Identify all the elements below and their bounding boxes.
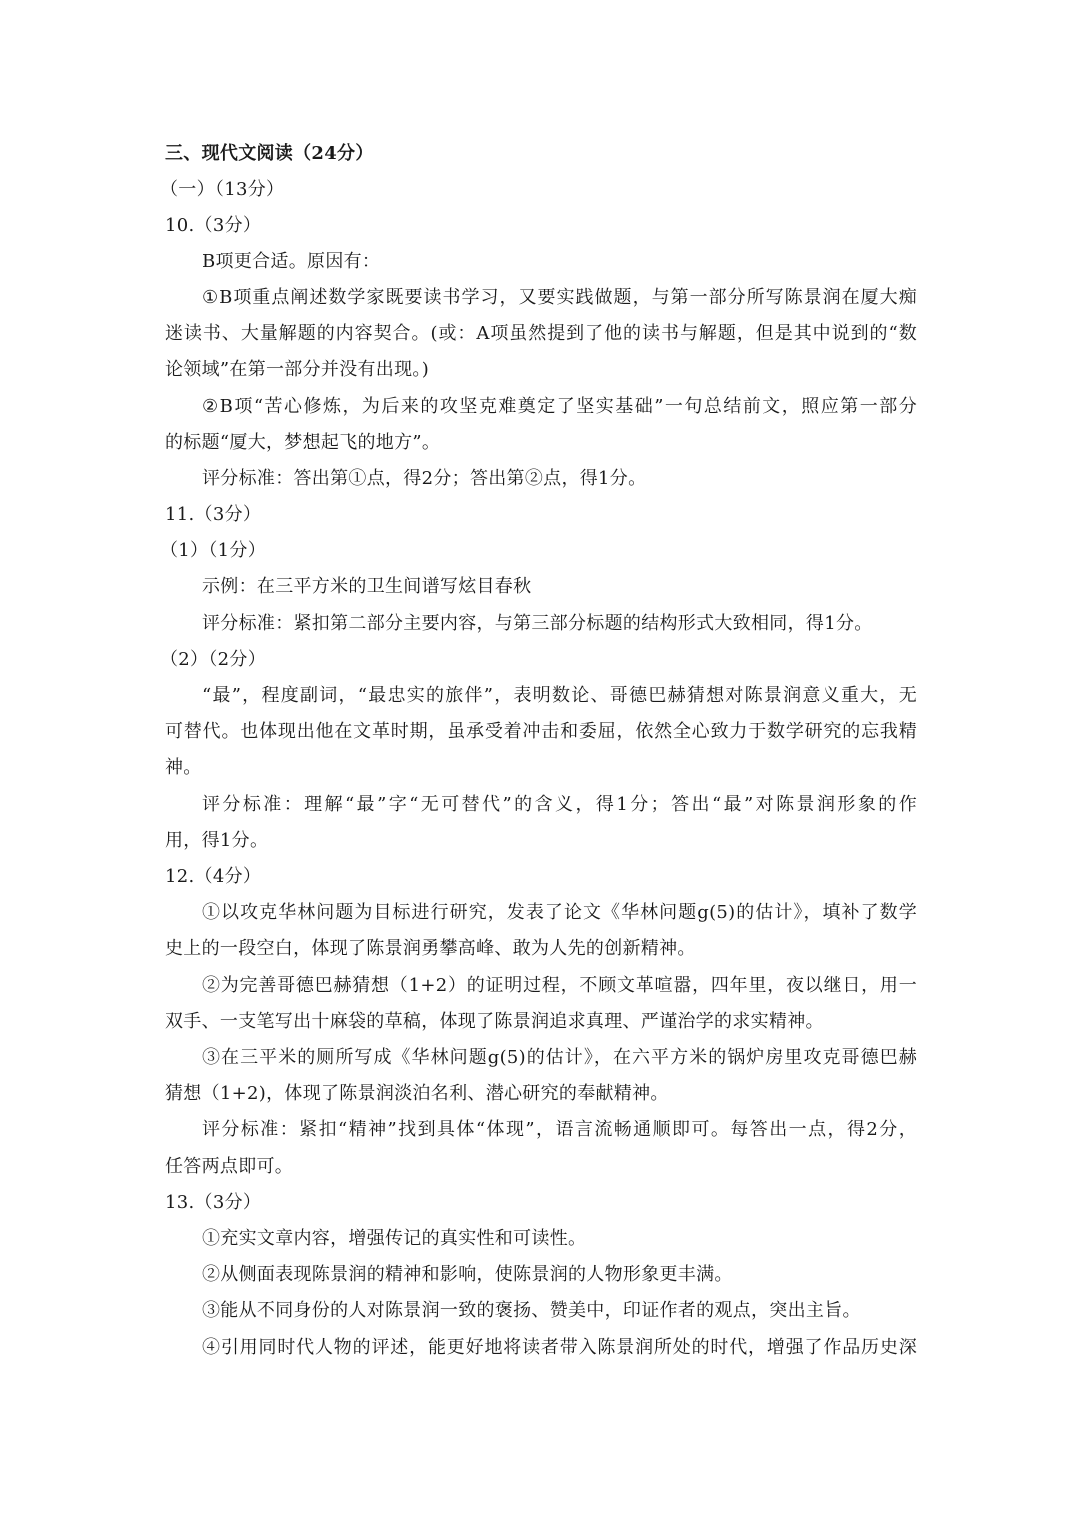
- question-13-point-2: ②从侧面表现陈景润的精神和影响，使陈景润的人物形象更丰满。: [202, 1264, 733, 1285]
- question-12-point-1-line-1: ①以攻克华林问题为目标进行研究，发表了论文《华林问题g(5)的估计》，填补了数学: [202, 902, 917, 923]
- question-12-point-1-line-2: 史上的一段空白，体现了陈景润勇攀高峰、敢为人先的创新精神。: [165, 938, 696, 959]
- question-11-sub-2-scoring-line-1: 评分标准：理解“最”字“无可替代”的含义，得1分；答出“最”对陈景润形象的作: [202, 794, 917, 815]
- question-10-reason-2-line-1: ②B项“苦心修炼，为后来的攻坚克难奠定了坚实基础”一句总结前文，照应第一部分: [202, 396, 917, 417]
- question-13-point-4: ④引用同时代人物的评述，能更好地将读者带入陈景润所处的时代，增强了作品历史深: [202, 1337, 917, 1358]
- question-13-point-1: ①充实文章内容，增强传记的真实性和可读性。: [202, 1228, 587, 1249]
- question-10-reason-1-line-2: 迷读书、大量解题的内容契合。(或：A项虽然提到了他的读书与解题，但是其中说到的“数: [165, 323, 917, 344]
- question-10-scoring: 评分标准：答出第①点，得2分；答出第②点，得1分。: [202, 468, 647, 489]
- question-11-sub-2-scoring-line-2: 用，得1分。: [165, 830, 269, 851]
- question-11-sub-2-line-1: “最”，程度副词，“最忠实的旅伴”，表明数论、哥德巴赫猜想对陈景润意义重大，无: [202, 685, 917, 706]
- question-12-point-2-line-2: 双手、一支笔写出十麻袋的草稿，体现了陈景润追求真理、严谨治学的求实精神。: [165, 1011, 824, 1032]
- section-title: 三、现代文阅读（24分）: [165, 143, 374, 164]
- question-12-point-2-line-1: ②为完善哥德巴赫猜想（1+2）的证明过程，不顾文革喧嚣，四年里，夜以继日，用一: [202, 975, 917, 996]
- question-12-scoring-line-1: 评分标准：紧扣“精神”找到具体“体现”，语言流畅通顺即可。每答出一点，得2分，: [202, 1119, 917, 1140]
- question-11-sub-1-example: 示例：在三平方米的卫生间谱写炫目春秋: [202, 576, 532, 597]
- question-12-point-3-line-1: ③在三平米的厕所写成《华林问题g(5)的估计》，在六平方米的锅炉房里攻克哥德巴赫: [202, 1047, 917, 1068]
- question-10-number: 10.（3分）: [165, 215, 262, 236]
- question-13-point-3: ③能从不同身份的人对陈景润一致的褒扬、赞美中，印证作者的观点，突出主旨。: [202, 1300, 861, 1321]
- question-13-number: 13.（3分）: [165, 1192, 262, 1213]
- question-10-intro: B项更合适。原因有：: [202, 251, 381, 272]
- question-12-number: 12.（4分）: [165, 866, 262, 887]
- question-10-reason-1-line-1: ①B项重点阐述数学家既要读书学习，又要实践做题，与第一部分所写陈景润在厦大痴: [202, 287, 917, 308]
- question-11-sub-2-number: （2）（2分）: [160, 649, 267, 670]
- question-11-sub-2-line-2: 可替代。也体现出他在文革时期，虽承受着冲击和委屈，依然全心致力于数学研究的忘我精: [165, 721, 917, 742]
- question-11-sub-1-scoring: 评分标准：紧扣第二部分主要内容，与第三部分标题的结构形式大致相同，得1分。: [202, 613, 873, 634]
- question-10-reason-1-line-3: 论领域”在第一部分并没有出现。): [165, 359, 430, 380]
- question-12-point-3-line-2: 猜想（1+2)，体现了陈景润淡泊名利、潜心研究的奉献精神。: [165, 1083, 669, 1104]
- question-10-reason-2-line-2: 的标题“厦大，梦想起飞的地方”。: [165, 432, 441, 453]
- question-11-sub-2-line-3: 神。: [165, 757, 202, 778]
- part-heading: （一）（13分）: [160, 179, 285, 200]
- question-11-number: 11.（3分）: [165, 504, 262, 525]
- question-11-sub-1-number: （1）（1分）: [160, 540, 267, 561]
- question-12-scoring-line-2: 任答两点即可。: [165, 1156, 294, 1177]
